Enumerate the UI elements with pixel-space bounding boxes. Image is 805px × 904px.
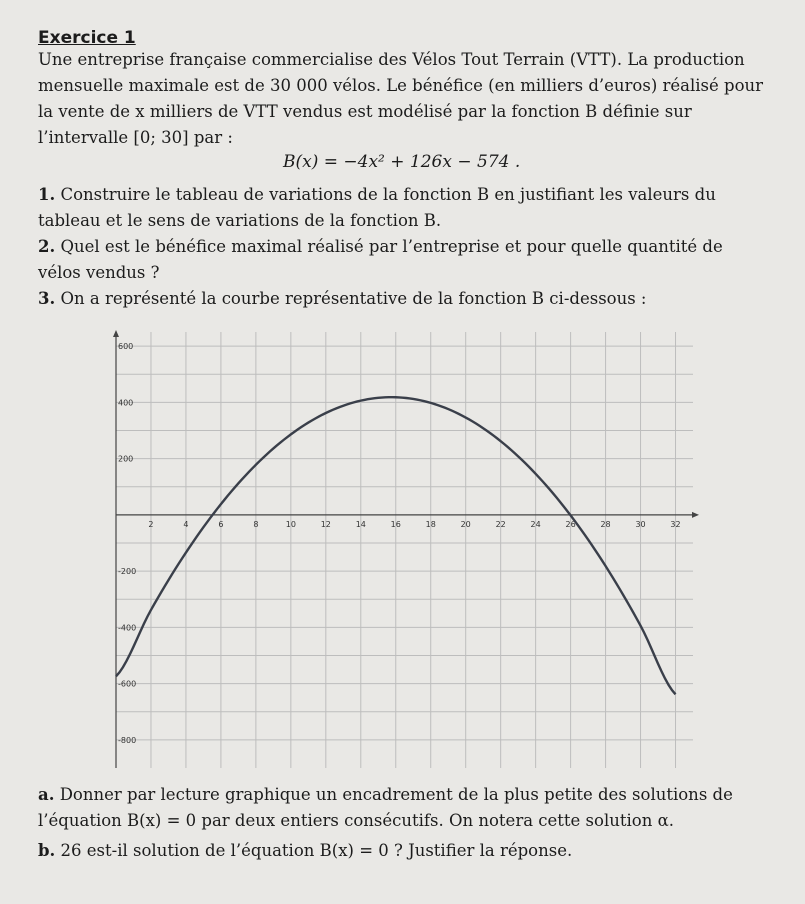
x-tick-label: 14 [355, 519, 366, 529]
y-tick-label: -400 [118, 623, 137, 633]
question-2-text: Quel est le bénéfice maximal réalisé par l’entreprise et pour quelle quantité de vélos vendus ? [38, 237, 723, 282]
question-1 [38, 182, 768, 234]
exercise-title: Exercice 1 [38, 28, 136, 48]
x-tick-label: 8 [253, 519, 259, 529]
x-tick-label: 2 [148, 519, 154, 529]
x-tick-label: 6 [218, 519, 224, 529]
function-graph [108, 328, 703, 773]
question-2-number: 2. [38, 237, 56, 256]
y-tick-label: 600 [118, 342, 134, 352]
y-tick-label: 200 [118, 454, 134, 464]
question-3a-text: Donner par lecture graphique un encadrement de la plus petite des solutions de l’équation B(x) = 0 par deux entiers consécutifs. On notera cette solution α. [38, 785, 733, 830]
x-tick-label: 30 [635, 519, 646, 529]
x-tick-label: 12 [320, 519, 331, 529]
x-tick-label: 26 [565, 519, 576, 529]
question-3b-text: 26 est-il solution de l’équation B(x) = 0 ? Justifier la réponse. [60, 841, 573, 860]
question-2 [38, 234, 768, 286]
question-3 [38, 286, 768, 312]
question-3a [38, 782, 768, 834]
y-axis-arrow [113, 330, 119, 337]
question-3-text: On a représenté la courbe représentative de la fonction B ci-dessous : [60, 289, 647, 308]
y-tick-label: 400 [118, 398, 134, 408]
y-tick-label: -600 [118, 679, 137, 689]
x-axis-arrow [692, 512, 699, 518]
x-tick-label: 4 [183, 519, 189, 529]
x-tick-label: 16 [390, 519, 401, 529]
x-tick-label: 22 [495, 519, 506, 529]
y-tick-label: -800 [118, 735, 137, 745]
x-tick-label: 24 [530, 519, 541, 529]
question-3a-number: a. [38, 785, 55, 804]
function-formula: B(x) = −4x² + 126x − 574 . [283, 152, 521, 172]
question-1-number: 1. [38, 185, 56, 204]
x-tick-label: 10 [285, 519, 296, 529]
x-tick-label: 32 [670, 519, 681, 529]
question-1-text: Construire le tableau de variations de la fonction B en justifiant les valeurs du tableau et le sens de variations de la fonction B. [38, 185, 716, 230]
y-tick-label: -200 [118, 567, 137, 577]
x-tick-label: 20 [460, 519, 471, 529]
question-3b-number: b. [38, 841, 56, 860]
question-3-number: 3. [38, 289, 56, 308]
question-3b [38, 838, 768, 864]
x-tick-label: 18 [425, 519, 436, 529]
exercise-intro: Une entreprise française commercialise des Vélos Tout Terrain (VTT). La production mensuelle maximale est de 30 000 vélos. Le bénéfice (en milliers d’euros) réalisé pour la vente de x milliers de VTT vendus est modélisé par la fonction B définie sur l’intervalle [0; 30] par : [38, 50, 764, 147]
x-tick-label: 28 [600, 519, 611, 529]
